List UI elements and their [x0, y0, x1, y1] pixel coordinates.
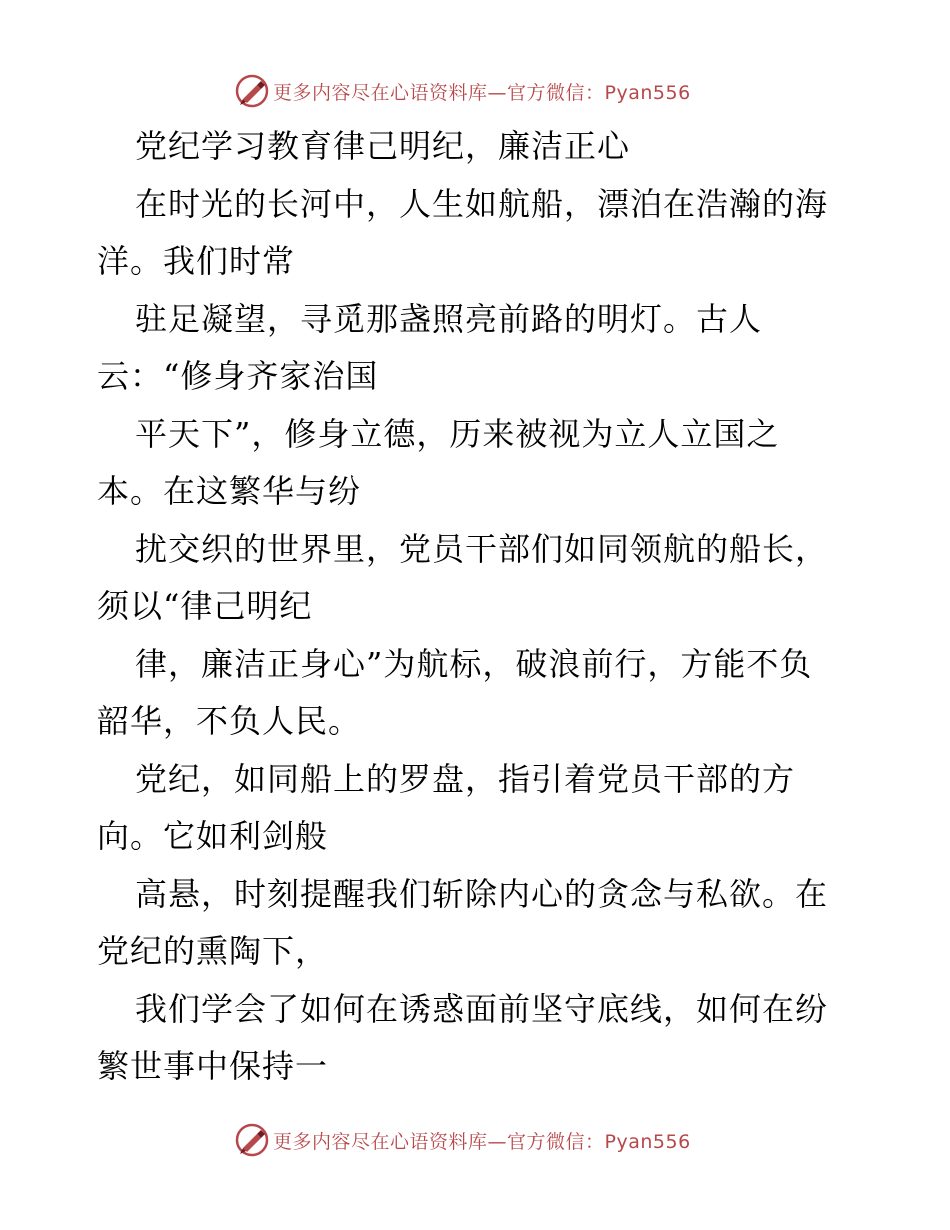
text-line: 党纪的熏陶下， — [97, 932, 329, 970]
text-line: 向。它如利剑般 — [97, 817, 329, 855]
pen-logo-icon — [235, 1123, 269, 1157]
footer-watermark — [235, 1122, 691, 1158]
text-line: 驻足凝望，寻觅那盏照亮前路的明灯。古人 — [135, 299, 763, 338]
document-body — [97, 118, 857, 1096]
text-line: 高悬，时刻提醒我们斩除内心的贪念与私欲。在 — [135, 874, 829, 913]
header-watermark — [235, 73, 691, 109]
text-line: 本。在这繁华与纷 — [97, 472, 362, 510]
text-line: 云：“修身齐家治国 — [97, 357, 379, 395]
text-line: 扰交织的世界里，党员干部们如同领航的船长， — [135, 529, 829, 568]
header-watermark-text: 更多内容尽在心语资料库—官方微信：Pyan556 — [273, 81, 691, 104]
text-line: 我们学会了如何在诱惑面前坚守底线，如何在纷 — [135, 989, 829, 1028]
text-line: 党纪学习教育律己明纪，廉洁正心 — [135, 127, 631, 165]
text-line: 在时光的长河中，人生如航船，漂泊在浩瀚的海 — [135, 184, 829, 223]
text-line: 平天下”，修身立德，历来被视为立人立国之 — [135, 414, 780, 453]
text-line: 律，廉洁正身心”为航标，破浪前行，方能不负 — [135, 644, 813, 683]
footer-watermark-text: 更多内容尽在心语资料库—官方微信：Pyan556 — [273, 1130, 691, 1153]
text-line: 须以“律己明纪 — [97, 587, 313, 625]
text-line: 繁世事中保持一 — [97, 1047, 329, 1085]
pen-logo-icon — [235, 74, 269, 108]
text-line: 洋。我们时常 — [97, 242, 296, 280]
text-line: 韶华，不负人民。 — [97, 702, 362, 740]
text-line: 党纪，如同船上的罗盘，指引着党员干部的方 — [135, 759, 796, 798]
